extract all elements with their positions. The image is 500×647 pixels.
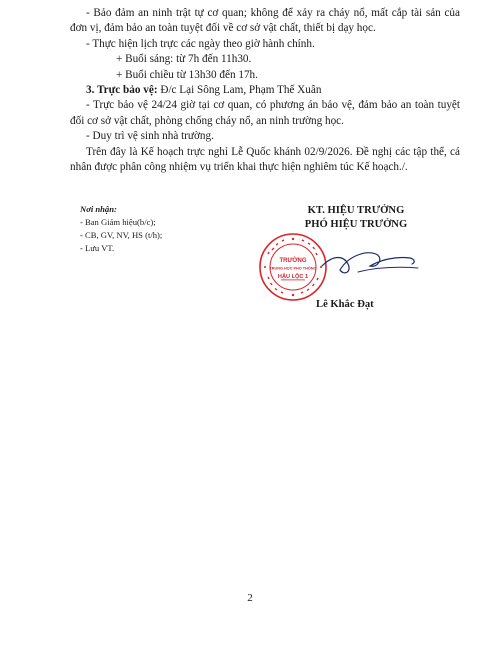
handwritten-signature-icon [318, 236, 428, 286]
schedule-afternoon-row [70, 68, 460, 83]
paragraph-hygiene: - Duy trì vệ sinh nhà trường. [86, 130, 214, 143]
recipient-item: - CB, GV, NV, HS (t/h); [80, 230, 163, 240]
page-number: 2 [247, 592, 253, 604]
schedule-morning-row [70, 52, 460, 67]
seal-text-2: TRUNG HỌC PHỔ THÔNG [269, 266, 317, 271]
recipients-block [80, 203, 162, 255]
guard-duty-heading: 3. Trực bảo vệ: [86, 84, 158, 97]
paragraph-security: - Bảo đảm an ninh trật tự cơ quan; không để xảy ra cháy nổ, mất cắp tài sản của đơn vị, đảm bảo an toàn tuyệt đối về cơ sở vật chất, thiết bị dạy học. [70, 7, 460, 35]
seal-text-3: HẬU LỘC 1 [277, 274, 309, 280]
paragraph-guard-duty [70, 83, 460, 98]
body-text [70, 6, 460, 175]
signature-title-line2: PHÓ HIỆU TRƯỞNG [304, 219, 408, 230]
schedule-afternoon: + Buổi chiều từ 13h30 đến 17h. [116, 68, 258, 81]
schedule-morning: + Buổi sáng: từ 7h đến 11h30. [116, 53, 252, 66]
recipients-label: Nơi nhận: [80, 204, 117, 214]
guard-duty-names: Đ/c Lại Sông Lam, Phạm Thế Xuân [157, 84, 322, 97]
paragraph-closing: Trên đây là Kế hoạch trực nghỉ Lễ Quốc khánh 02/9/2026. Đề nghị các tập thể, cá nhân được phân công nhiệm vụ triển khai thực hiện nghiêm túc Kế hoạch./. [70, 145, 460, 174]
seal-text-1: TRƯỜNG [279, 258, 307, 264]
paragraph-guard-details: - Trực bảo vệ 24/24 giờ tại cơ quan, có phương án bảo vệ, đảm bảo an toàn tuyệt đối cơ sở vật chất, phòng chống cháy nổ, an ninh trường học. [70, 99, 460, 127]
recipient-item: - Lưu VT. [80, 243, 115, 253]
paragraph-schedule: - Thực hiện lịch trực các ngày theo giờ hành chính. [86, 37, 315, 50]
recipient-item: - Ban Giám hiệu(b/c); [80, 217, 156, 227]
signer-name: Lê Khắc Đạt [316, 299, 374, 310]
signature-title-line1: KT. HIỆU TRƯỞNG [307, 205, 405, 216]
